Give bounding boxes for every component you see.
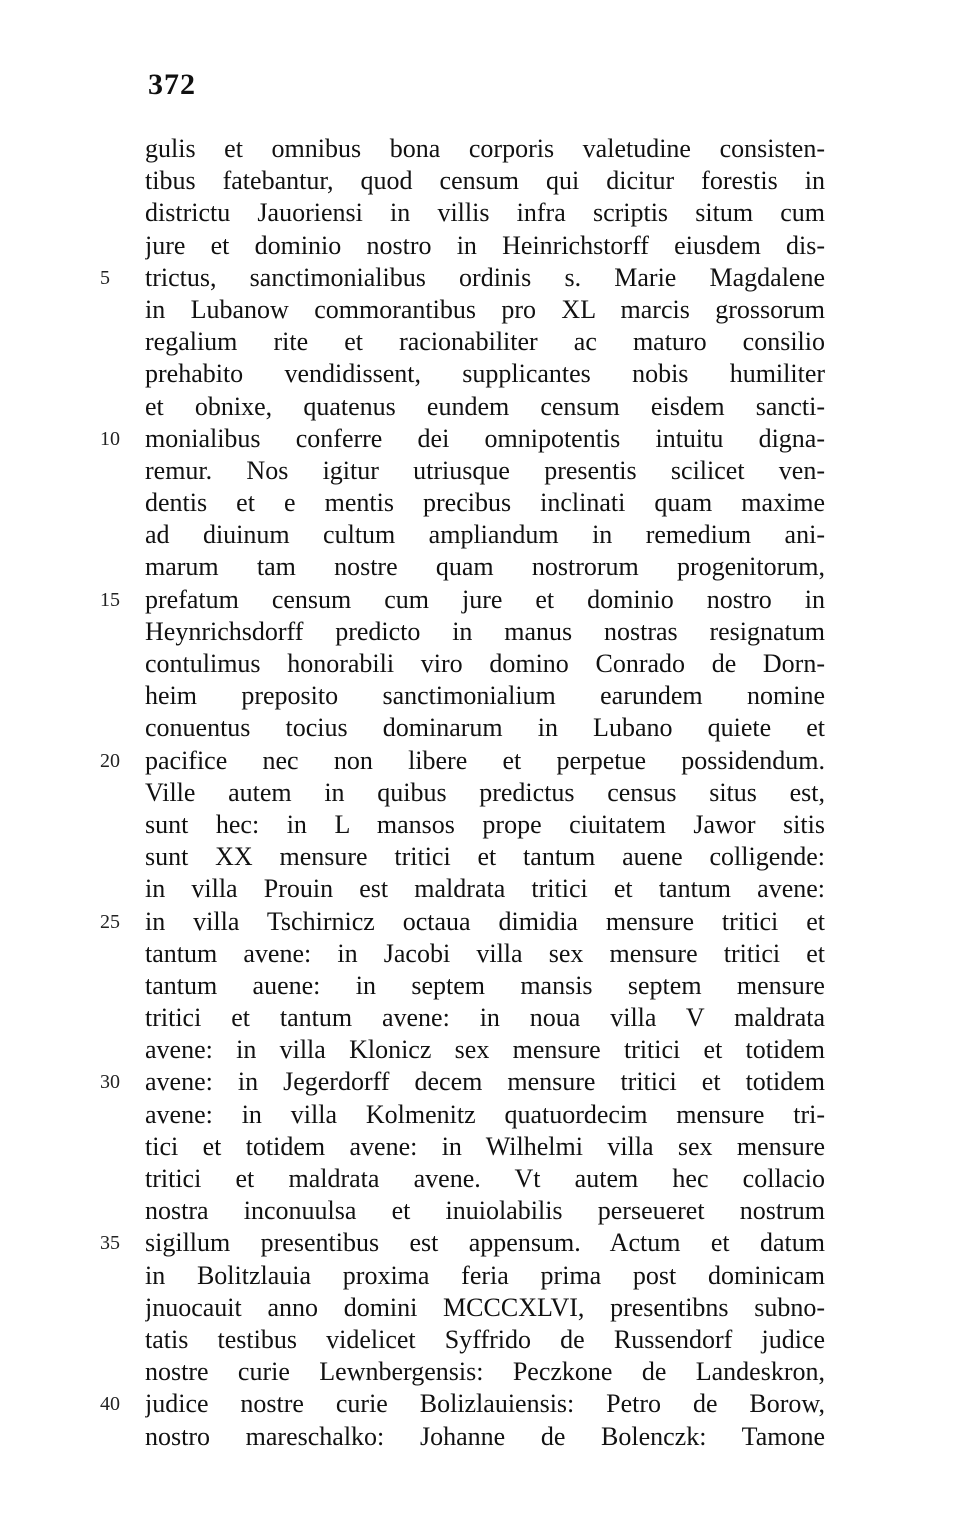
- line-text: contulimus honorabili viro domino Conrado de Dorn-: [145, 649, 825, 678]
- body-text: [100, 133, 860, 1453]
- text-line: [100, 1260, 860, 1292]
- line-text: prefatum censum cum jure et dominio nostro in: [145, 584, 825, 614]
- line-text: trictus, sanctimonialibus ordinis s. Marie Magdalene: [145, 262, 825, 292]
- text-line: [100, 809, 860, 841]
- line-text: conuentus tocius dominarum in Lubano quiete et: [145, 713, 825, 743]
- line-text: in Lubanow commorantibus pro XL marcis grossorum: [145, 294, 825, 324]
- line-text: tritici et tantum avene: in noua villa V maldrata: [145, 1003, 825, 1033]
- line-text: tici et totidem avene: in Wilhelmi villa sex mensure: [145, 1131, 825, 1161]
- line-text: remur. Nos igitur utriusque presentis scilicet ven-: [145, 455, 825, 485]
- text-line: [100, 487, 860, 519]
- line-text: in villa Prouin est maldrata tritici et tantum avene:: [145, 874, 825, 904]
- line-text: tritici et maldrata avene. Vt autem hec collacio: [145, 1164, 825, 1193]
- line-number: 20: [100, 749, 120, 772]
- text-line: [100, 1227, 860, 1259]
- text-line: [100, 1388, 860, 1420]
- line-text: sunt hec: in L mansos prope ciuitatem Jawor sitis: [145, 809, 825, 839]
- line-number: 10: [100, 427, 120, 450]
- text-line: [100, 680, 860, 712]
- line-text: avene: in villa Kolmenitz quatuordecim mensure tri-: [145, 1099, 825, 1129]
- line-text: et obnixe, quatenus eundem censum eisdem sancti-: [145, 391, 825, 421]
- text-line: [100, 230, 860, 262]
- text-line: [100, 391, 860, 423]
- text-line: [100, 970, 860, 1002]
- text-line: [100, 1066, 860, 1098]
- line-text: tantum auene: in septem mansis septem mensure: [145, 970, 825, 1000]
- text-line: [100, 358, 860, 390]
- text-line: [100, 938, 860, 970]
- text-line: [100, 777, 860, 809]
- line-text: pacifice nec non libere et perpetue possidendum.: [145, 745, 825, 775]
- text-line: [100, 1099, 860, 1131]
- line-text: in Bolitzlauia proxima feria prima post dominicam: [145, 1260, 825, 1290]
- line-text: ad diuinum cultum ampliandum in remedium ani-: [145, 520, 825, 550]
- line-text: jnuocauit anno domini MCCCXLVI, presentibns subno-: [145, 1292, 825, 1322]
- text-line: [100, 584, 860, 616]
- line-number: 30: [100, 1071, 120, 1094]
- text-line: [100, 551, 860, 583]
- text-line: [100, 294, 860, 326]
- text-line: [100, 455, 860, 487]
- text-line: [100, 873, 860, 905]
- line-text: sigillum presentibus est appensum. Actum et datum: [145, 1228, 825, 1258]
- line-text: dentis et e mentis precibus inclinati quam maxime: [145, 488, 825, 518]
- line-number: 35: [100, 1232, 120, 1255]
- page-number: 372: [148, 68, 196, 101]
- line-text: gulis et omnibus bona corporis valetudine consisten-: [145, 134, 825, 163]
- text-line: [100, 1421, 860, 1453]
- text-line: [100, 165, 860, 197]
- line-text: sunt XX mensure tritici et tantum auene colligende:: [145, 842, 825, 872]
- line-text: jure et dominio nostro in Heinrichstorff eiusdem dis-: [145, 230, 825, 260]
- line-text: nostro mareschalko: Johanne de Bolenczk: Tamone: [145, 1421, 825, 1451]
- line-text: avene: in villa Klonicz sex mensure tritici et totidem: [145, 1035, 825, 1065]
- text-line: [100, 712, 860, 744]
- line-text: marum tam nostre quam nostrorum progenitorum,: [145, 552, 825, 582]
- text-line: [100, 745, 860, 777]
- text-line: [100, 1356, 860, 1388]
- line-number: 5: [100, 266, 110, 289]
- line-text: avene: in Jegerdorff decem mensure tritici et totidem: [145, 1067, 825, 1097]
- text-line: [100, 1195, 860, 1227]
- text-line: [100, 1002, 860, 1034]
- text-line: [100, 1131, 860, 1163]
- line-text: districtu Jauoriensi in villis infra scriptis situm cum: [145, 198, 825, 228]
- line-text: regalium rite et racionabiliter ac maturo consilio: [145, 327, 825, 357]
- line-text: tantum avene: in Jacobi villa sex mensure tritici et: [145, 938, 825, 968]
- line-text: heim preposito sanctimonialium earundem nomine: [145, 681, 825, 711]
- line-text: in villa Tschirnicz octaua dimidia mensure tritici et: [145, 906, 825, 936]
- text-line: [100, 519, 860, 551]
- line-text: Ville autem in quibus predictus census situs est,: [145, 777, 825, 807]
- line-text: Heynrichsdorff predicto in manus nostras resignatum: [145, 616, 825, 646]
- text-line: [100, 648, 860, 680]
- text-line: [100, 262, 860, 294]
- text-line: [100, 1034, 860, 1066]
- line-text: judice nostre curie Bolizlauiensis: Petro de Borow,: [145, 1389, 825, 1419]
- text-line: [100, 1324, 860, 1356]
- line-text: monialibus conferre dei omnipotentis intuitu digna-: [145, 423, 825, 453]
- line-number: 15: [100, 588, 120, 611]
- text-line: [100, 1163, 860, 1195]
- line-number: 25: [100, 910, 120, 933]
- line-text: nostre curie Lewnbergensis: Peczkone de Landeskron,: [145, 1357, 825, 1387]
- text-line: [100, 423, 860, 455]
- line-number: 40: [100, 1393, 120, 1416]
- text-line: [100, 616, 860, 648]
- line-text: prehabito vendidissent, supplicantes nobis humiliter: [145, 359, 825, 389]
- text-line: [100, 326, 860, 358]
- line-text: tatis testibus videlicet Syffrido de Russendorf judice: [145, 1324, 825, 1354]
- text-line: [100, 197, 860, 229]
- text-line: [100, 841, 860, 873]
- line-text: tibus fatebantur, quod censum qui dicitur forestis in: [145, 166, 825, 196]
- text-line: [100, 906, 860, 938]
- text-line: [100, 133, 860, 165]
- text-line: [100, 1292, 860, 1324]
- line-text: nostra inconuulsa et inuiolabilis perseueret nostrum: [145, 1196, 825, 1226]
